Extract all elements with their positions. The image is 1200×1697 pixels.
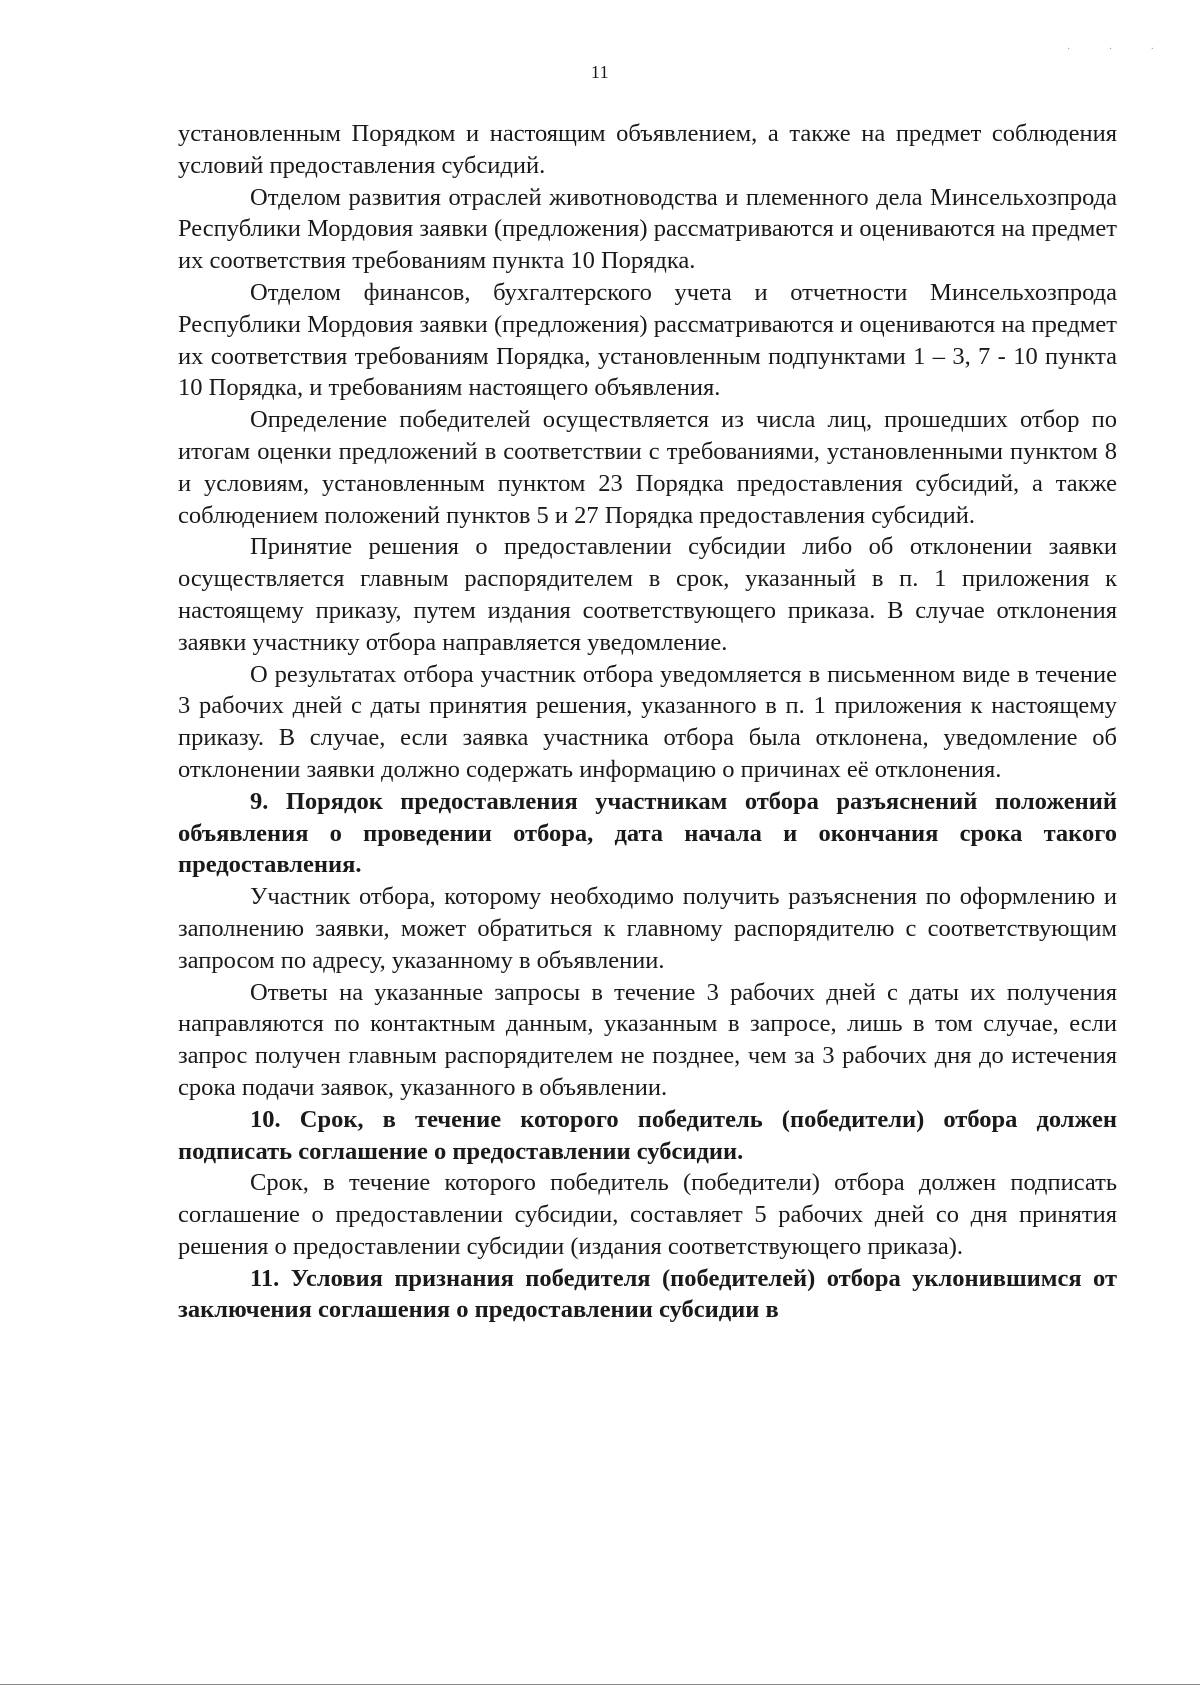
paragraph-clarification-answers: Ответы на указанные запросы в течение 3 рабочих дней с даты их получения направляются по контактным данным, указанным в запросе, лишь в том случае, если запрос получен главным распорядителем не позднее, чем за 3 рабочих дня до истечения срока подачи заявок, указанного в объявлении. <box>178 978 1117 1101</box>
bottom-edge-line <box>0 1684 1200 1685</box>
section-heading-10: 10. Срок, в течение которого победитель (победители) отбора должен подписать соглашение о предоставлении субсидии. <box>178 1105 1117 1165</box>
section-heading-11: 11. Условия признания победителя (победителей) отбора уклонившимся от заключения соглашения о предоставлении субсидии в <box>178 1264 1117 1324</box>
paragraph-winners-determination: Определение победителей осуществляется из числа лиц, прошедших отбор по итогам оценки предложений в соответствии с требованиями, установленными пунктом 8 и условиям, установленным пунктом 23 Порядка предоставления субсидий, а также соблюдением положений пунктов 5 и 27 Порядка предоставления субсидий. <box>178 406 1117 529</box>
page-number: 11 <box>590 62 610 82</box>
paragraph-continuation: установленным Порядком и настоящим объявлением, а также на предмет соблюдения условий предоставления субсидий. <box>178 120 1117 179</box>
paragraph-livestock-department: Отделом развития отраслей животноводства и племенного дела Минсельхозпрода Республики Мордовия заявки (предложения) рассматриваются и оцениваются на предмет их соответствия требованиям пункта 10 Порядка. <box>178 183 1117 275</box>
paragraph-decision: Принятие решения о предоставлении субсидии либо об отклонении заявки осуществляется главным распорядителем в срок, указанный в п. 1 приложения к настоящему приказу, путем издания соответствующего приказа. В случае отклонения заявки участнику отбора направляется уведомление. <box>178 533 1117 656</box>
paragraph-clarification-request: Участник отбора, которому необходимо получить разъяснения по оформлению и заполнению заявки, может обратиться к главному распорядителю с соответствующим запросом по адресу, указанному в объявлении. <box>178 883 1117 974</box>
paragraph-finance-department: Отделом финансов, бухгалтерского учета и отчетности Минсельхозпрода Республики Мордовия заявки (предложения) рассматриваются и оцениваются на предмет их соответствия требованиям Порядка, установленным подпунктами 1 – 3, 7 - 10 пункта 10 Порядка, и требованиям настоящего объявления. <box>178 278 1117 402</box>
scan-artifact: · · · <box>1067 44 1172 55</box>
document-body <box>178 118 1117 1326</box>
section-heading-9: 9. Порядок предоставления участникам отбора разъяснений положений объявления о проведении отбора, дата начала и окончания срока такого предоставления. <box>178 787 1117 879</box>
paragraph-results-notification: О результатах отбора участник отбора уведомляется в письменном виде в течение 3 рабочих дней с даты принятия решения, указанного в п. 1 приложения к настоящему приказу. В случае, если заявка участника отбора была отклонена, уведомление об отклонении заявки должно содержать информацию о причинах её отклонения. <box>178 660 1117 783</box>
paragraph-signing-term: Срок, в течение которого победитель (победители) отбора должен подписать соглашение о предоставлении субсидии, составляет 5 рабочих дней со дня принятия решения о предоставлении субсидии (издания соответствующего приказа). <box>178 1169 1117 1260</box>
